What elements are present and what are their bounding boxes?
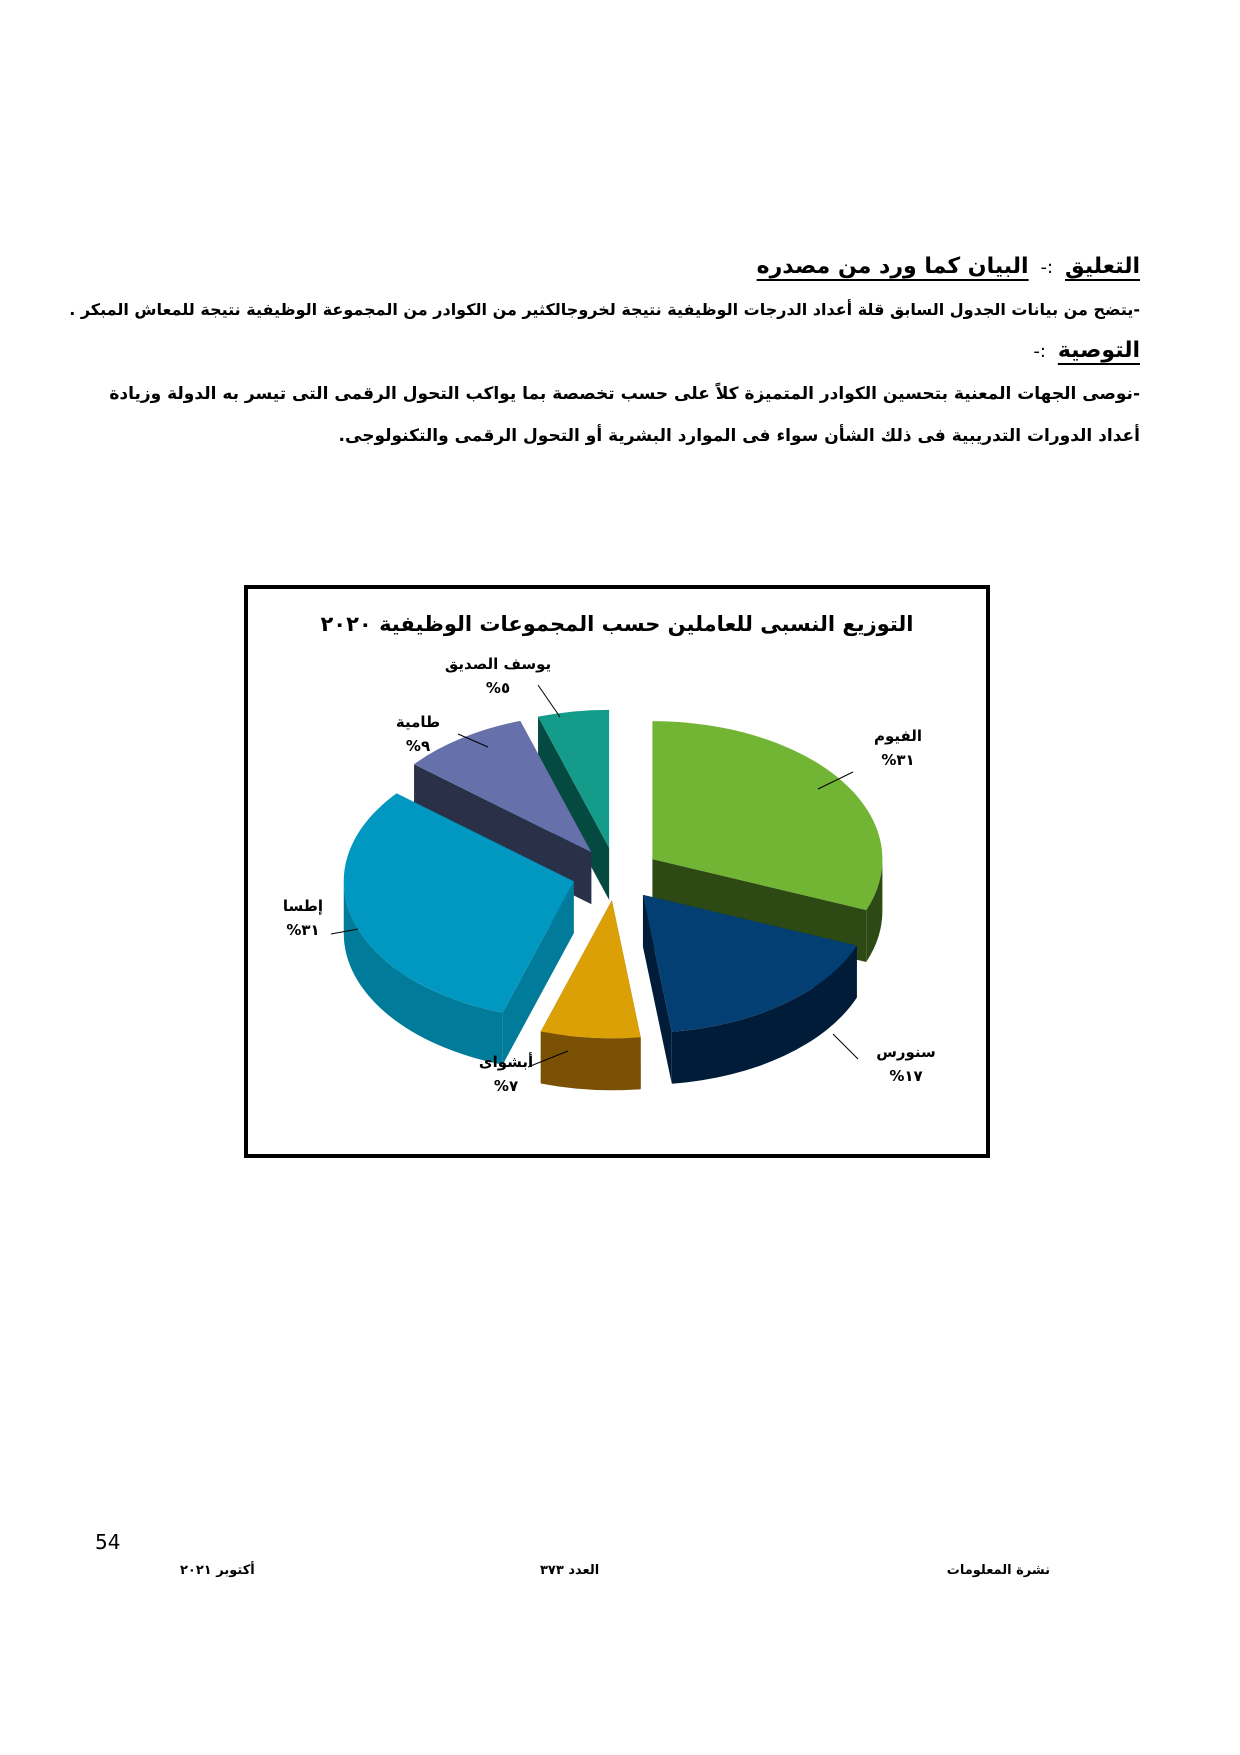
slice-label: إطسا xyxy=(282,897,324,915)
slice-value-label: %٧ xyxy=(493,1077,519,1095)
footer-issue: العدد ٣٧٣ xyxy=(540,1563,600,1578)
slice-value-label: %٣١ xyxy=(881,751,915,769)
slice-label: طامية xyxy=(395,713,441,731)
recommendation-heading-line xyxy=(100,338,1140,363)
slice-value-label: %١٧ xyxy=(889,1067,923,1085)
leader-line xyxy=(833,1034,858,1059)
pie-slice-side xyxy=(541,1032,641,1091)
recommendation-separator: :- xyxy=(1033,341,1046,362)
footer-publication: نشرة المعلومات xyxy=(946,1563,1050,1578)
commentary-text: -يتضح من بيانات الجدول السابق قلة أعداد الدرجات الوظيفية نتيجة لخروجالكثير من الكوادر من المجموعة الوظيفية نتيجة للمعاش المبكر . xyxy=(69,300,1140,319)
commentary-heading-line xyxy=(100,254,1140,279)
slice-label: سنورس xyxy=(876,1043,936,1061)
slice-value-label: %٩ xyxy=(405,737,431,755)
commentary-separator: :- xyxy=(1040,257,1054,278)
slice-label: يوسف الصديق xyxy=(444,655,552,673)
slice-label: الفيوم xyxy=(873,727,923,745)
commentary-heading: التعليق xyxy=(1065,254,1140,279)
slice-label: أبشواى xyxy=(478,1053,534,1071)
leader-line xyxy=(538,685,560,717)
pie-chart xyxy=(248,589,986,1154)
recommendation-line-1: -نوصى الجهات المعنية بتحسين الكوادر المتميزة كلاً على حسب تخصصة بما يواكب التحول الرقمى التى تيسر به الدولة وزيادة xyxy=(109,384,1140,404)
chart-title: التوزيع النسبى للعاملين حسب المجموعات الوظيفية ٢٠٢٠ xyxy=(320,612,914,636)
slice-value-label: %٣١ xyxy=(286,921,320,939)
commentary-source: البيان كما ورد من مصدره xyxy=(756,254,1029,279)
recommendation-heading: التوصية xyxy=(1057,338,1140,363)
slice-value-label: %٥ xyxy=(485,679,511,697)
page-number: 54 xyxy=(95,1530,121,1554)
footer-date: أكتوبر ٢٠٢١ xyxy=(180,1563,255,1578)
pie-chart-frame xyxy=(244,585,990,1158)
recommendation-line-2: أعداد الدورات التدريبية فى ذلك الشأن سواء فى الموارد البشرية أو التحول الرقمى والتكنولوجى. xyxy=(338,426,1140,446)
